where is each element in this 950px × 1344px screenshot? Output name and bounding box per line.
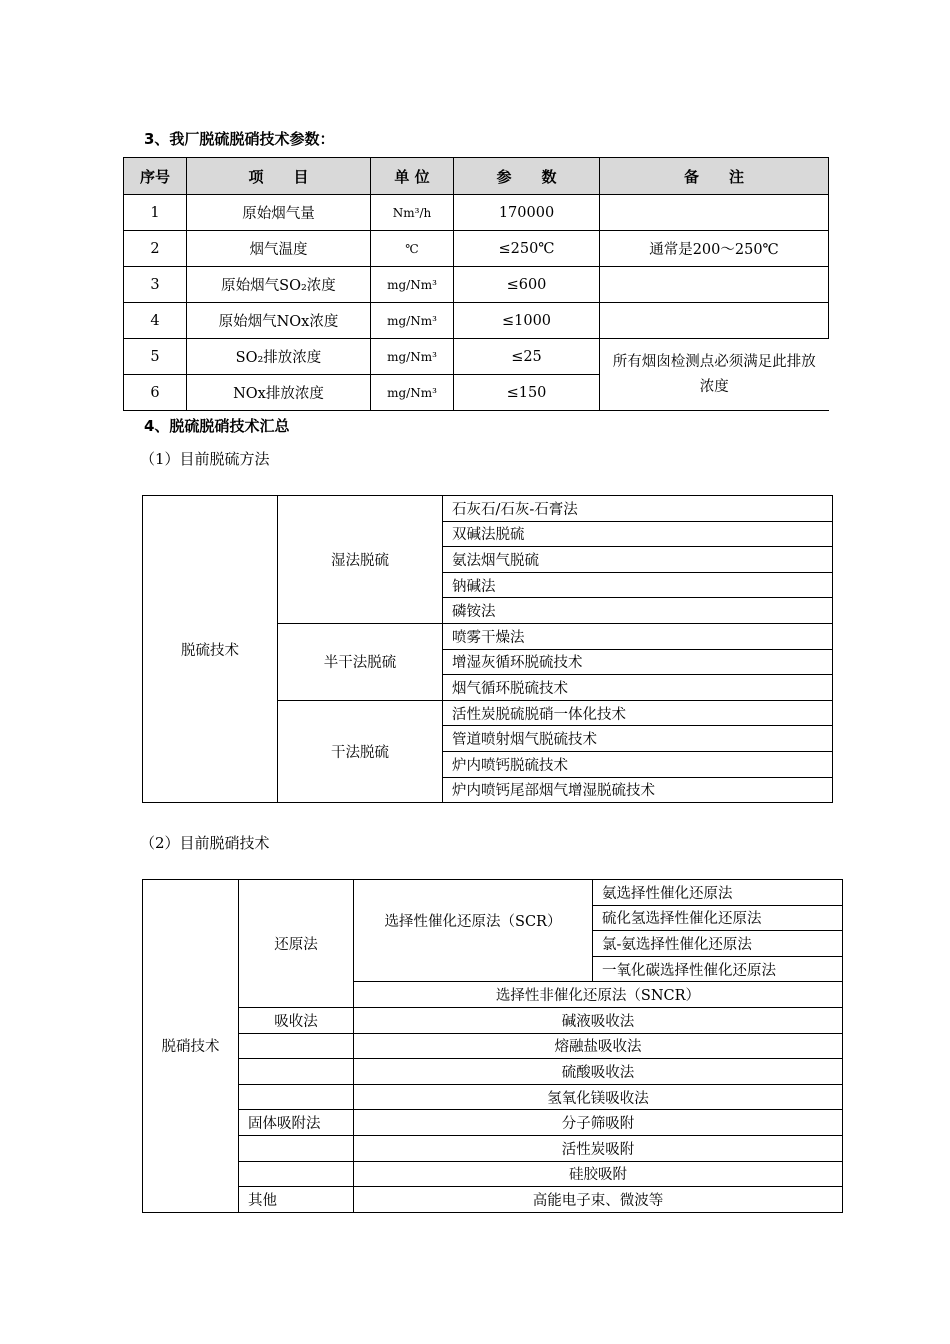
denox-adsorption: 固体吸附法	[239, 1110, 354, 1136]
denox-method: 一氧化碳选择性催化还原法	[593, 956, 843, 982]
row-unit: mg/Nm³	[371, 375, 454, 411]
desulf-method: 活性炭脱硫脱硝一体化技术	[443, 700, 833, 726]
row-value: 170000	[454, 195, 600, 231]
row-no: 3	[124, 267, 187, 303]
row-item: 烟气温度	[187, 231, 371, 267]
table-row	[124, 339, 829, 375]
table-row	[143, 1110, 843, 1136]
table-row	[143, 1187, 843, 1213]
header-no: 序号	[124, 158, 187, 195]
denox-method: 氢氧化镁吸收法	[354, 1084, 843, 1110]
denox-method: 分子筛吸附	[354, 1110, 843, 1136]
header-unit: 单 位	[371, 158, 454, 195]
denox-method: 氨选择性催化还原法	[593, 880, 843, 906]
row-item: 原始烟气SO₂浓度	[187, 267, 371, 303]
denox-method: 硫酸吸收法	[354, 1059, 843, 1085]
denox-empty-cell	[239, 1161, 354, 1187]
table-row	[143, 1007, 843, 1033]
desulf-group-dry: 干法脱硫	[278, 700, 443, 802]
row-no: 1	[124, 195, 187, 231]
row-no: 4	[124, 303, 187, 339]
denox-scr: 选择性催化还原法（SCR）	[354, 880, 593, 982]
denox-sncr: 选择性非催化还原法（SNCR）	[354, 982, 843, 1008]
denox-method: 硅胶吸附	[354, 1161, 843, 1187]
params-header-row	[124, 158, 829, 195]
row-no: 6	[124, 375, 187, 411]
row-no: 5	[124, 339, 187, 375]
params-table	[123, 157, 829, 411]
table-row	[143, 496, 833, 522]
desulf-method: 烟气循环脱硫技术	[443, 675, 833, 701]
row-item: 原始烟气量	[187, 195, 371, 231]
row-unit: ℃	[371, 231, 454, 267]
row-unit: mg/Nm³	[371, 339, 454, 375]
row-unit: mg/Nm³	[371, 267, 454, 303]
row-unit: Nm³/h	[371, 195, 454, 231]
header-value: 参 数	[454, 158, 600, 195]
denox-empty-cell	[239, 1135, 354, 1161]
desulf-method: 炉内喷钙尾部烟气增湿脱硫技术	[443, 777, 833, 803]
section4-title: 4、脱硫脱硝技术汇总	[144, 417, 290, 435]
denox-method: 高能电子束、微波等	[354, 1187, 843, 1213]
denox-method: 氯-氨选择性催化还原法	[593, 931, 843, 957]
table-row	[143, 880, 843, 906]
row-remark-empty	[600, 195, 829, 231]
row-item: 原始烟气NOx浓度	[187, 303, 371, 339]
denox-method: 硫化氢选择性催化还原法	[593, 905, 843, 931]
row-item: NOx排放浓度	[187, 375, 371, 411]
desulfurization-table	[142, 495, 833, 803]
denox-root: 脱硝技术	[143, 880, 239, 1213]
desulf-method: 石灰石/石灰-石膏法	[443, 496, 833, 522]
table-row	[143, 1135, 843, 1161]
row-no: 2	[124, 231, 187, 267]
desulf-root: 脱硫技术	[143, 496, 278, 803]
denox-subtitle: （2）目前脱硝技术	[140, 834, 270, 852]
desulf-method: 增湿灰循环脱硫技术	[443, 649, 833, 675]
remark-temperature: 通常是200～250℃	[600, 231, 829, 267]
desulf-group-wet: 湿法脱硫	[278, 496, 443, 624]
table-row	[143, 1084, 843, 1110]
denox-reduction: 还原法	[239, 880, 354, 1008]
desulf-method: 钠碱法	[443, 572, 833, 598]
table-row	[124, 195, 829, 231]
row-value: ≤25	[454, 339, 600, 375]
desulf-method: 管道喷射烟气脱硫技术	[443, 726, 833, 752]
denox-empty-cell	[239, 1059, 354, 1085]
row-remark-empty	[600, 267, 829, 303]
row-value: ≤150	[454, 375, 600, 411]
table-row	[143, 1059, 843, 1085]
table-row	[143, 1161, 843, 1187]
table-row	[124, 267, 829, 303]
header-remark: 备 注	[600, 158, 829, 195]
table-row	[124, 303, 829, 339]
desulf-subtitle: （1）目前脱硫方法	[140, 450, 270, 468]
row-value: ≤250℃	[454, 231, 600, 267]
desulf-group-semidry: 半干法脱硫	[278, 623, 443, 700]
row-item: SO₂排放浓度	[187, 339, 371, 375]
denox-absorption: 吸收法	[239, 1007, 354, 1033]
denox-other: 其他	[239, 1187, 354, 1213]
header-item: 项 目	[187, 158, 371, 195]
denox-empty-cell	[239, 1084, 354, 1110]
desulf-method: 喷雾干燥法	[443, 623, 833, 649]
desulf-method: 炉内喷钙脱硫技术	[443, 751, 833, 777]
desulf-method: 氨法烟气脱硫	[443, 547, 833, 573]
table-row	[124, 231, 829, 267]
row-remark-empty	[600, 303, 829, 339]
denitrification-table	[142, 879, 843, 1213]
table-row	[143, 1033, 843, 1059]
denox-empty-cell	[239, 1033, 354, 1059]
row-value: ≤600	[454, 267, 600, 303]
section3-title: 3、我厂脱硫脱硝技术参数：	[144, 130, 335, 148]
denox-method: 熔融盐吸收法	[354, 1033, 843, 1059]
remark-emission: 所有烟囱检测点必须满足此排放浓度	[600, 339, 829, 411]
desulf-method: 双碱法脱硫	[443, 521, 833, 547]
denox-method: 活性炭吸附	[354, 1135, 843, 1161]
row-unit: mg/Nm³	[371, 303, 454, 339]
desulf-method: 磷铵法	[443, 598, 833, 624]
row-value: ≤1000	[454, 303, 600, 339]
denox-method: 碱液吸收法	[354, 1007, 843, 1033]
